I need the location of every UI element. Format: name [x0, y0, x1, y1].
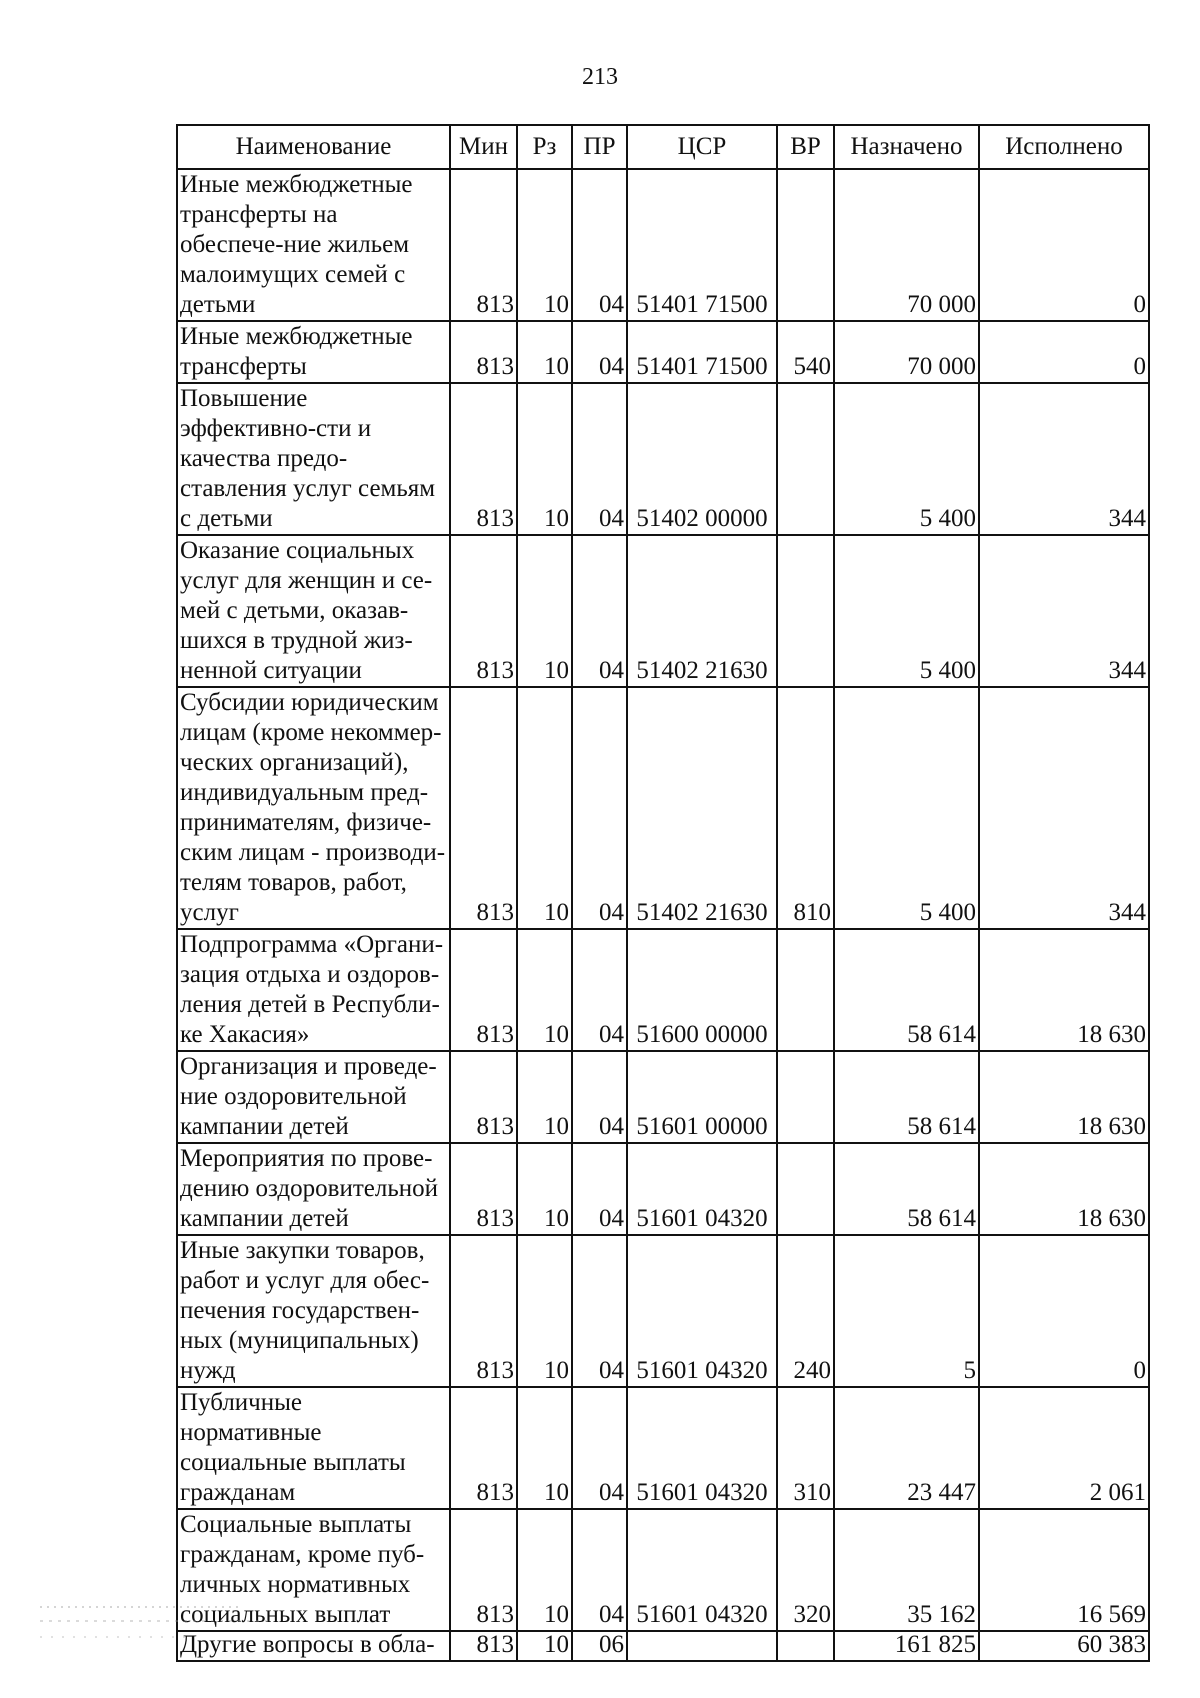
cell-assigned: 58 614 — [834, 1143, 979, 1235]
cell-assigned: 161 825 — [834, 1631, 979, 1661]
cell-name: Иные межбюджетные трансферты на обеспече-ние жильем малоимущих семей с детьми — [177, 169, 450, 321]
cell-pr: 04 — [572, 1509, 627, 1631]
cell-csr: 51402 21630 — [627, 687, 777, 929]
cell-vr — [777, 1051, 834, 1143]
cell-assigned: 23 447 — [834, 1387, 979, 1509]
cell-executed: 0 — [979, 169, 1149, 321]
cell-assigned: 5 400 — [834, 535, 979, 687]
cell-pr: 04 — [572, 1235, 627, 1387]
cell-pr: 04 — [572, 929, 627, 1051]
cell-min: 813 — [450, 929, 517, 1051]
table-row — [177, 1387, 1149, 1509]
cell-pr: 04 — [572, 535, 627, 687]
table-row — [177, 535, 1149, 687]
cell-rz: 10 — [517, 169, 572, 321]
cell-min: 813 — [450, 1051, 517, 1143]
header-assigned: Назначено — [834, 125, 979, 169]
cell-min: 813 — [450, 1387, 517, 1509]
cell-pr: 04 — [572, 687, 627, 929]
cell-csr: 51401 71500 — [627, 169, 777, 321]
cell-vr — [777, 1143, 834, 1235]
cell-name: Публичные нормативные социальные выплаты гражданам — [177, 1387, 450, 1509]
header-vr: ВР — [777, 125, 834, 169]
cell-rz: 10 — [517, 1631, 572, 1661]
cell-pr: 04 — [572, 383, 627, 535]
cell-rz: 10 — [517, 535, 572, 687]
table-row — [177, 1509, 1149, 1631]
cell-csr: 51401 71500 — [627, 321, 777, 383]
cell-vr: 810 — [777, 687, 834, 929]
cell-assigned: 35 162 — [834, 1509, 979, 1631]
cell-executed: 18 630 — [979, 929, 1149, 1051]
table-row — [177, 687, 1149, 929]
header-name: Наименование — [177, 125, 450, 169]
cell-executed: 344 — [979, 687, 1149, 929]
cell-assigned: 70 000 — [834, 169, 979, 321]
header-min: Мин — [450, 125, 517, 169]
cell-name: Оказание социальных услуг для женщин и се-мей с детьми, оказав-шихся в трудной жиз-ненной ситуации — [177, 535, 450, 687]
header-executed: Исполнено — [979, 125, 1149, 169]
cell-pr: 04 — [572, 1387, 627, 1509]
cell-vr: 310 — [777, 1387, 834, 1509]
cell-pr: 06 — [572, 1631, 627, 1661]
cell-min: 813 — [450, 169, 517, 321]
cell-vr — [777, 1631, 834, 1661]
cell-name: Иные межбюджетные трансферты — [177, 321, 450, 383]
cell-min: 813 — [450, 1631, 517, 1661]
cell-csr: 51601 04320 — [627, 1509, 777, 1631]
cell-vr: 320 — [777, 1509, 834, 1631]
cell-rz: 10 — [517, 383, 572, 535]
cell-executed: 2 061 — [979, 1387, 1149, 1509]
cell-name: Повышение эффективно-сти и качества предо-ставления услуг семьям с детьми — [177, 383, 450, 535]
cell-name: Иные закупки товаров, работ и услуг для обес-печения государствен-ных (муниципальных) нужд — [177, 1235, 450, 1387]
header-pr: ПР — [572, 125, 627, 169]
table-row — [177, 383, 1149, 535]
cell-assigned: 70 000 — [834, 321, 979, 383]
cell-pr: 04 — [572, 321, 627, 383]
cell-executed: 344 — [979, 383, 1149, 535]
table-row — [177, 169, 1149, 321]
cell-min: 813 — [450, 535, 517, 687]
cell-vr — [777, 535, 834, 687]
cell-name: Субсидии юридическим лицам (кроме некоммер-ческих организаций), индивидуальным пред-принимателям, физиче-ским лицам - производи-телям товаров, работ, услуг — [177, 687, 450, 929]
cell-rz: 10 — [517, 1143, 572, 1235]
cell-name: Организация и проведе-ние оздоровительной кампании детей — [177, 1051, 450, 1143]
cell-min: 813 — [450, 1235, 517, 1387]
table-row — [177, 929, 1149, 1051]
cell-name: Другие вопросы в обла- — [177, 1631, 450, 1661]
cell-executed: 60 383 — [979, 1631, 1149, 1661]
cell-csr: 51601 04320 — [627, 1387, 777, 1509]
cell-rz: 10 — [517, 1235, 572, 1387]
cell-assigned: 58 614 — [834, 929, 979, 1051]
scan-artifact — [40, 1598, 270, 1658]
header-rz: Рз — [517, 125, 572, 169]
cell-executed: 16 569 — [979, 1509, 1149, 1631]
cell-min: 813 — [450, 687, 517, 929]
cell-csr: 51601 04320 — [627, 1235, 777, 1387]
cell-name: Подпрограмма «Органи-зация отдыха и оздоров-ления детей в Республи-ке Хакасия» — [177, 929, 450, 1051]
cell-pr: 04 — [572, 1051, 627, 1143]
table-row — [177, 1143, 1149, 1235]
cell-executed: 18 630 — [979, 1051, 1149, 1143]
cell-executed: 0 — [979, 321, 1149, 383]
cell-min: 813 — [450, 321, 517, 383]
cell-assigned: 58 614 — [834, 1051, 979, 1143]
cell-executed: 0 — [979, 1235, 1149, 1387]
cell-csr: 51601 04320 — [627, 1143, 777, 1235]
cell-vr: 240 — [777, 1235, 834, 1387]
table-row — [177, 321, 1149, 383]
cell-name: Мероприятия по прове-дению оздоровительной кампании детей — [177, 1143, 450, 1235]
cell-min: 813 — [450, 1143, 517, 1235]
header-csr: ЦСР — [627, 125, 777, 169]
table-row — [177, 1051, 1149, 1143]
cell-rz: 10 — [517, 687, 572, 929]
cell-rz: 10 — [517, 1387, 572, 1509]
cell-name: Социальные выплаты гражданам, кроме пуб-личных нормативных социальных выплат — [177, 1509, 450, 1631]
cell-pr: 04 — [572, 169, 627, 321]
cell-vr — [777, 169, 834, 321]
cell-min: 813 — [450, 1509, 517, 1631]
table-header-row — [177, 125, 1149, 169]
budget-table — [176, 124, 1150, 1662]
cell-csr: 51600 00000 — [627, 929, 777, 1051]
cell-executed: 344 — [979, 535, 1149, 687]
cell-executed: 18 630 — [979, 1143, 1149, 1235]
cell-csr — [627, 1631, 777, 1661]
cell-rz: 10 — [517, 1051, 572, 1143]
cell-assigned: 5 400 — [834, 687, 979, 929]
cell-vr — [777, 383, 834, 535]
cell-vr — [777, 929, 834, 1051]
table-row — [177, 1235, 1149, 1387]
cell-assigned: 5 — [834, 1235, 979, 1387]
cell-csr: 51402 00000 — [627, 383, 777, 535]
table-body — [177, 169, 1149, 1661]
cell-rz: 10 — [517, 321, 572, 383]
page-number: 213 — [582, 64, 618, 90]
cell-csr: 51402 21630 — [627, 535, 777, 687]
cell-pr: 04 — [572, 1143, 627, 1235]
cell-rz: 10 — [517, 929, 572, 1051]
cell-min: 813 — [450, 383, 517, 535]
table-row — [177, 1631, 1149, 1661]
cell-assigned: 5 400 — [834, 383, 979, 535]
cell-vr: 540 — [777, 321, 834, 383]
cell-rz: 10 — [517, 1509, 572, 1631]
cell-csr: 51601 00000 — [627, 1051, 777, 1143]
